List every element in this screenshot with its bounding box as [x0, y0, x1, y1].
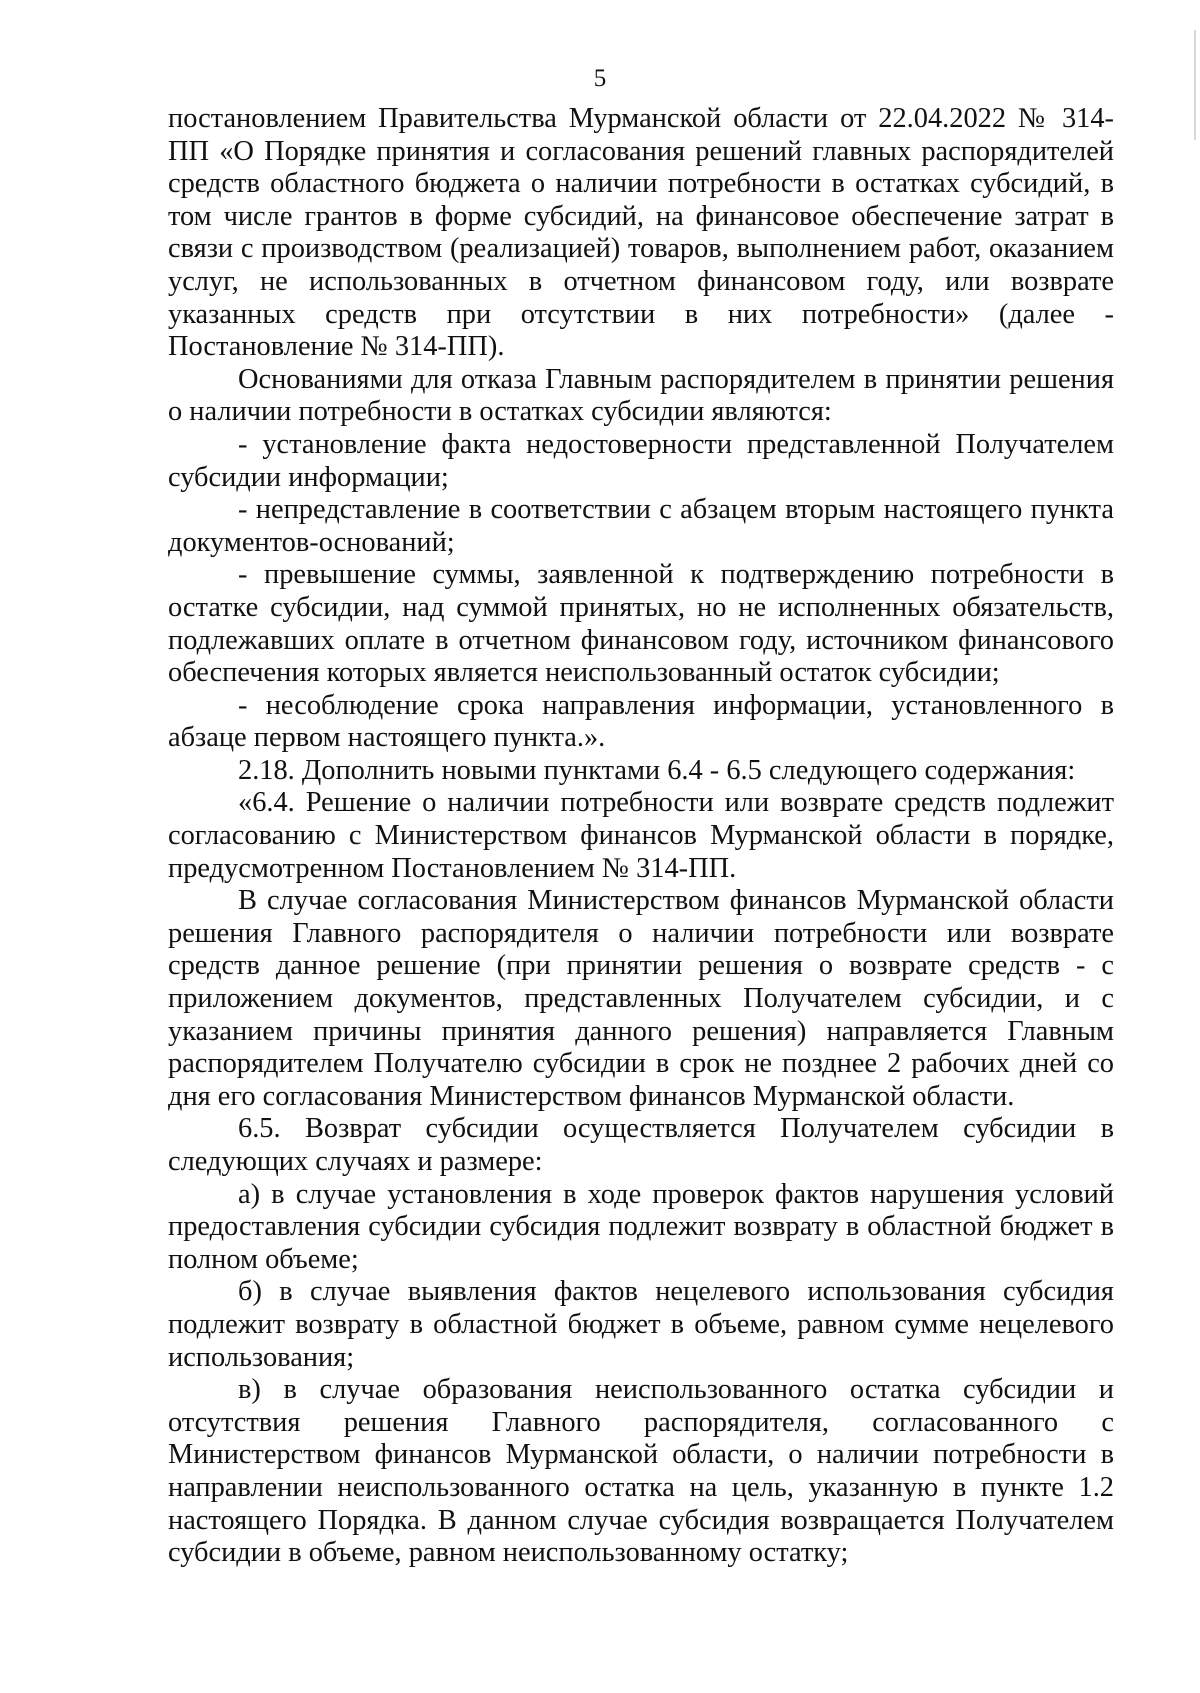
paragraph-refusal-grounds: Основаниями для отказа Главным распорядителем в принятии решения о наличии потребности в остатках субсидии являются: [168, 363, 1114, 428]
paragraph-6-5: 6.5. Возврат субсидии осуществляется Получателем субсидии в следующих случаях и размере: [168, 1113, 1114, 1177]
list-item-b: б) в случае выявления фактов нецелевого использования субсидия подлежит возврату в областной бюджет в объеме, равном сумме нецелевого использования; [168, 1276, 1114, 1373]
list-item-amount-exceeded: - превышение суммы, заявленной к подтверждению потребности в остатке субсидии, над суммой принятых, но не исполненных обязательств, подлежавших оплате в отчетном финансовом году, источником финансового обеспечения которых является неиспользованный остаток субсидии; [168, 559, 1114, 689]
list-item-a: а) в случае установления в ходе проверок фактов нарушения условий предоставления субсидии субсидия подлежит возврату в областной бюджет в полном объеме; [168, 1178, 1114, 1275]
page-number: 5 [593, 65, 607, 92]
list-item-deadline-missed: - несоблюдение срока направления информации, установленного в абзаце первом настоящего пункта.». [168, 689, 1114, 754]
paragraph-approval-case: В случае согласования Министерством финансов Мурманской области решения Главного распорядителя о наличии потребности или возврате средств данное решение (при принятии решения о возврате средств - с приложением документов, представленных Получателем субсидии, и с указанием причины принятия данного решения) направляется Главным распорядителем Получателю субсидии в срок не позднее 2 рабочих дней со дня его согласования Министерством финансов Мурманской области. [168, 885, 1114, 1112]
paragraph-6-4: «6.4. Решение о наличии потребности или возврате средств подлежит согласованию с Министерством финансов Мурманской области в порядке, предусмотренном Постановлением № 314-ПП. [168, 787, 1114, 884]
list-item-v: в) в случае образования неиспользованного остатка субсидии и отсутствия решения Главного распорядителя, согласованного с Министерством финансов Мурманской области, о наличии потребности в направлении неиспользованного остатка на цель, указанную в пункте 1.2 настоящего Порядка. В данном случае субсидия возвращается Получателем субсидии в объеме, равном неиспользованному остатку; [168, 1374, 1114, 1569]
list-item-false-information: - установление факта недостоверности представленной Получателем субсидии информации; [168, 428, 1114, 493]
paragraph-2-18: 2.18. Дополнить новыми пунктами 6.4 - 6.5 следующего содержания: [238, 754, 1076, 786]
paragraph-continuation: постановлением Правительства Мурманской области от 22.04.2022 № 314-ПП «О Порядке принятия и согласования решений главных распорядителей средств областного бюджета о наличии потребности в остатках субсидий, в том числе грантов в форме субсидий, на финансовое обеспечение затрат в связи с производством (реализацией) товаров, выполнением работ, оказанием услуг, не использованных в отчетном финансовом году, или возврате указанных средств при отсутствии в них потребности» (далее - Постановление № 314-ПП). [168, 103, 1114, 363]
list-item-documents-not-submitted: - непредставление в соответствии с абзацем вторым настоящего пункта документов-оснований; [168, 494, 1114, 558]
document-body [168, 103, 1114, 1570]
